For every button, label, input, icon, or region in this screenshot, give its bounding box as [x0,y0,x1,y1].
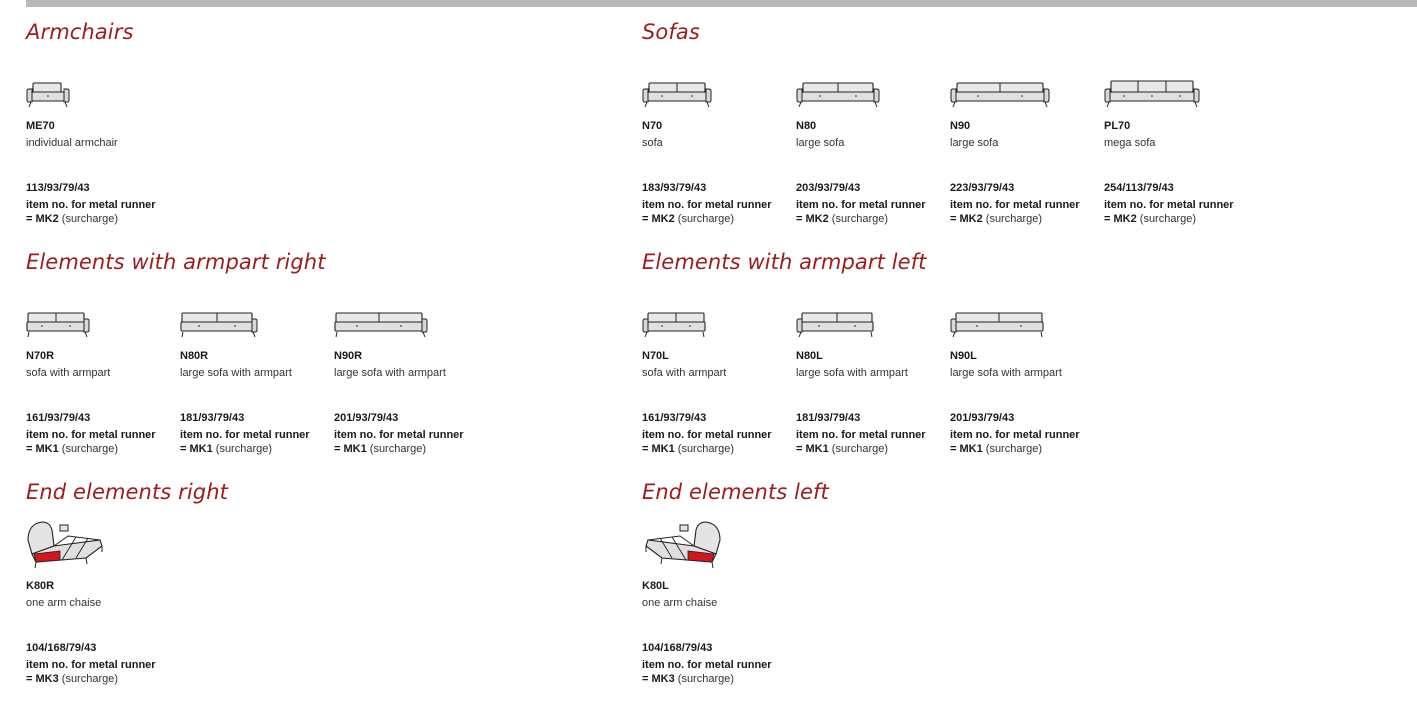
product-code: N80 [796,120,817,132]
product-dimensions: 104/168/79/43 [642,642,713,654]
product-description: individual armchair [26,137,118,149]
runner-label: item no. for metal runner [642,659,772,671]
runner-code: MK1 [343,443,367,455]
product-description: sofa [642,137,663,149]
runner-note: (surcharge) [674,673,735,685]
runner-code: MK2 [35,213,59,225]
runner-line [642,213,734,225]
section-title: End elements right [26,480,228,504]
runner-line [26,443,118,455]
sofa-armpart-right-icon [26,312,90,344]
runner-prefix: = [642,673,652,685]
runner-note: (surcharge) [982,443,1043,455]
product-code: K80R [26,580,55,592]
runner-label: item no. for metal runner [796,199,926,211]
runner-label: item no. for metal runner [642,199,772,211]
section-title: Sofas [642,20,700,44]
sofa-large-icon [796,82,880,114]
product-code: N70L [642,350,669,362]
runner-code: MK3 [35,673,59,685]
runner-prefix: = [642,213,652,225]
armchair-icon [26,82,72,114]
product-dimensions: 104/168/79/43 [26,642,97,654]
runner-code: MK2 [651,213,675,225]
runner-prefix: = [642,443,652,455]
product-code: K80L [642,580,669,592]
product-dimensions: 183/93/79/43 [642,182,707,194]
runner-prefix: = [950,443,960,455]
runner-line [1104,213,1196,225]
runner-code: MK1 [35,443,59,455]
product-dimensions: 113/93/79/43 [26,182,90,194]
top-rule [26,0,1417,7]
product-dimensions: 181/93/79/43 [180,412,245,424]
product-code: N90R [334,350,363,362]
product-dimensions: 181/93/79/43 [796,412,861,424]
runner-note: (surcharge) [212,443,273,455]
product-code: N80L [796,350,823,362]
runner-label: item no. for metal runner [950,199,1080,211]
runner-prefix: = [334,443,344,455]
runner-line [796,213,888,225]
runner-line [642,673,734,685]
runner-note: (surcharge) [58,673,119,685]
section-title: Elements with armpart right [26,250,326,274]
product-description: one arm chaise [26,597,102,609]
sofa-armpart-left-icon [796,312,874,344]
runner-line [180,443,272,455]
runner-note: (surcharge) [366,443,427,455]
runner-label: item no. for metal runner [1104,199,1234,211]
runner-note: (surcharge) [58,213,119,225]
product-code: N90L [950,350,977,362]
runner-code: MK2 [959,213,983,225]
runner-label: item no. for metal runner [180,429,310,441]
product-dimensions: 201/93/79/43 [950,412,1015,424]
product-dimensions: 161/93/79/43 [26,412,91,424]
product-dimensions: 203/93/79/43 [796,182,861,194]
runner-line [26,213,118,225]
runner-line [334,443,426,455]
product-description: sofa with armpart [642,367,727,379]
runner-note: (surcharge) [982,213,1043,225]
sofa-large-icon [950,82,1050,114]
runner-code: MK1 [189,443,213,455]
product-description: sofa with armpart [26,367,111,379]
product-description: mega sofa [1104,137,1156,149]
chaise-left-icon [642,520,722,572]
product-dimensions: 161/93/79/43 [642,412,707,424]
product-description: large sofa with armpart [796,367,908,379]
sofa-armpart-right-icon [180,312,258,344]
runner-note: (surcharge) [1136,213,1197,225]
product-code: N90 [950,120,971,132]
runner-label: item no. for metal runner [796,429,926,441]
section-title: Elements with armpart left [642,250,927,274]
product-description: large sofa [796,137,845,149]
sofa-armpart-left-icon [950,312,1044,344]
section-title: End elements left [642,480,829,504]
sofa-armpart-right-icon [334,312,428,344]
product-dimensions: 201/93/79/43 [334,412,399,424]
runner-note: (surcharge) [58,443,119,455]
runner-prefix: = [950,213,960,225]
product-code: N70R [26,350,55,362]
runner-label: item no. for metal runner [26,659,156,671]
runner-code: MK1 [959,443,983,455]
product-code: N80R [180,350,209,362]
product-dimensions: 223/93/79/43 [950,182,1015,194]
runner-line [796,443,888,455]
runner-prefix: = [796,443,806,455]
runner-prefix: = [796,213,806,225]
product-code: N70 [642,120,663,132]
section-title: Armchairs [26,20,134,44]
sofa-3-seat-icon [1104,80,1200,114]
product-dimensions: 254/113/79/43 [1104,182,1174,194]
runner-code: MK1 [805,443,829,455]
product-description: large sofa with armpart [950,367,1062,379]
runner-prefix: = [1104,213,1114,225]
runner-label: item no. for metal runner [334,429,464,441]
runner-prefix: = [26,443,36,455]
product-description: large sofa with armpart [180,367,292,379]
runner-prefix: = [26,673,36,685]
runner-note: (surcharge) [828,213,889,225]
runner-line [950,213,1042,225]
chaise-right-icon [26,520,106,572]
runner-label: item no. for metal runner [26,199,156,211]
runner-note: (surcharge) [674,213,735,225]
runner-label: item no. for metal runner [642,429,772,441]
runner-code: MK2 [805,213,829,225]
runner-note: (surcharge) [828,443,889,455]
runner-label: item no. for metal runner [26,429,156,441]
sofa-2-seat-icon [642,82,712,114]
runner-label: item no. for metal runner [950,429,1080,441]
runner-line [26,673,118,685]
product-description: large sofa [950,137,999,149]
runner-code: MK2 [1113,213,1137,225]
sofa-armpart-left-icon [642,312,706,344]
runner-code: MK3 [651,673,675,685]
runner-prefix: = [26,213,36,225]
runner-line [642,443,734,455]
runner-line [950,443,1042,455]
product-description: large sofa with armpart [334,367,446,379]
runner-code: MK1 [651,443,675,455]
product-code: ME70 [26,120,55,132]
runner-prefix: = [180,443,190,455]
product-code: PL70 [1104,120,1131,132]
product-description: one arm chaise [642,597,718,609]
runner-note: (surcharge) [674,443,735,455]
